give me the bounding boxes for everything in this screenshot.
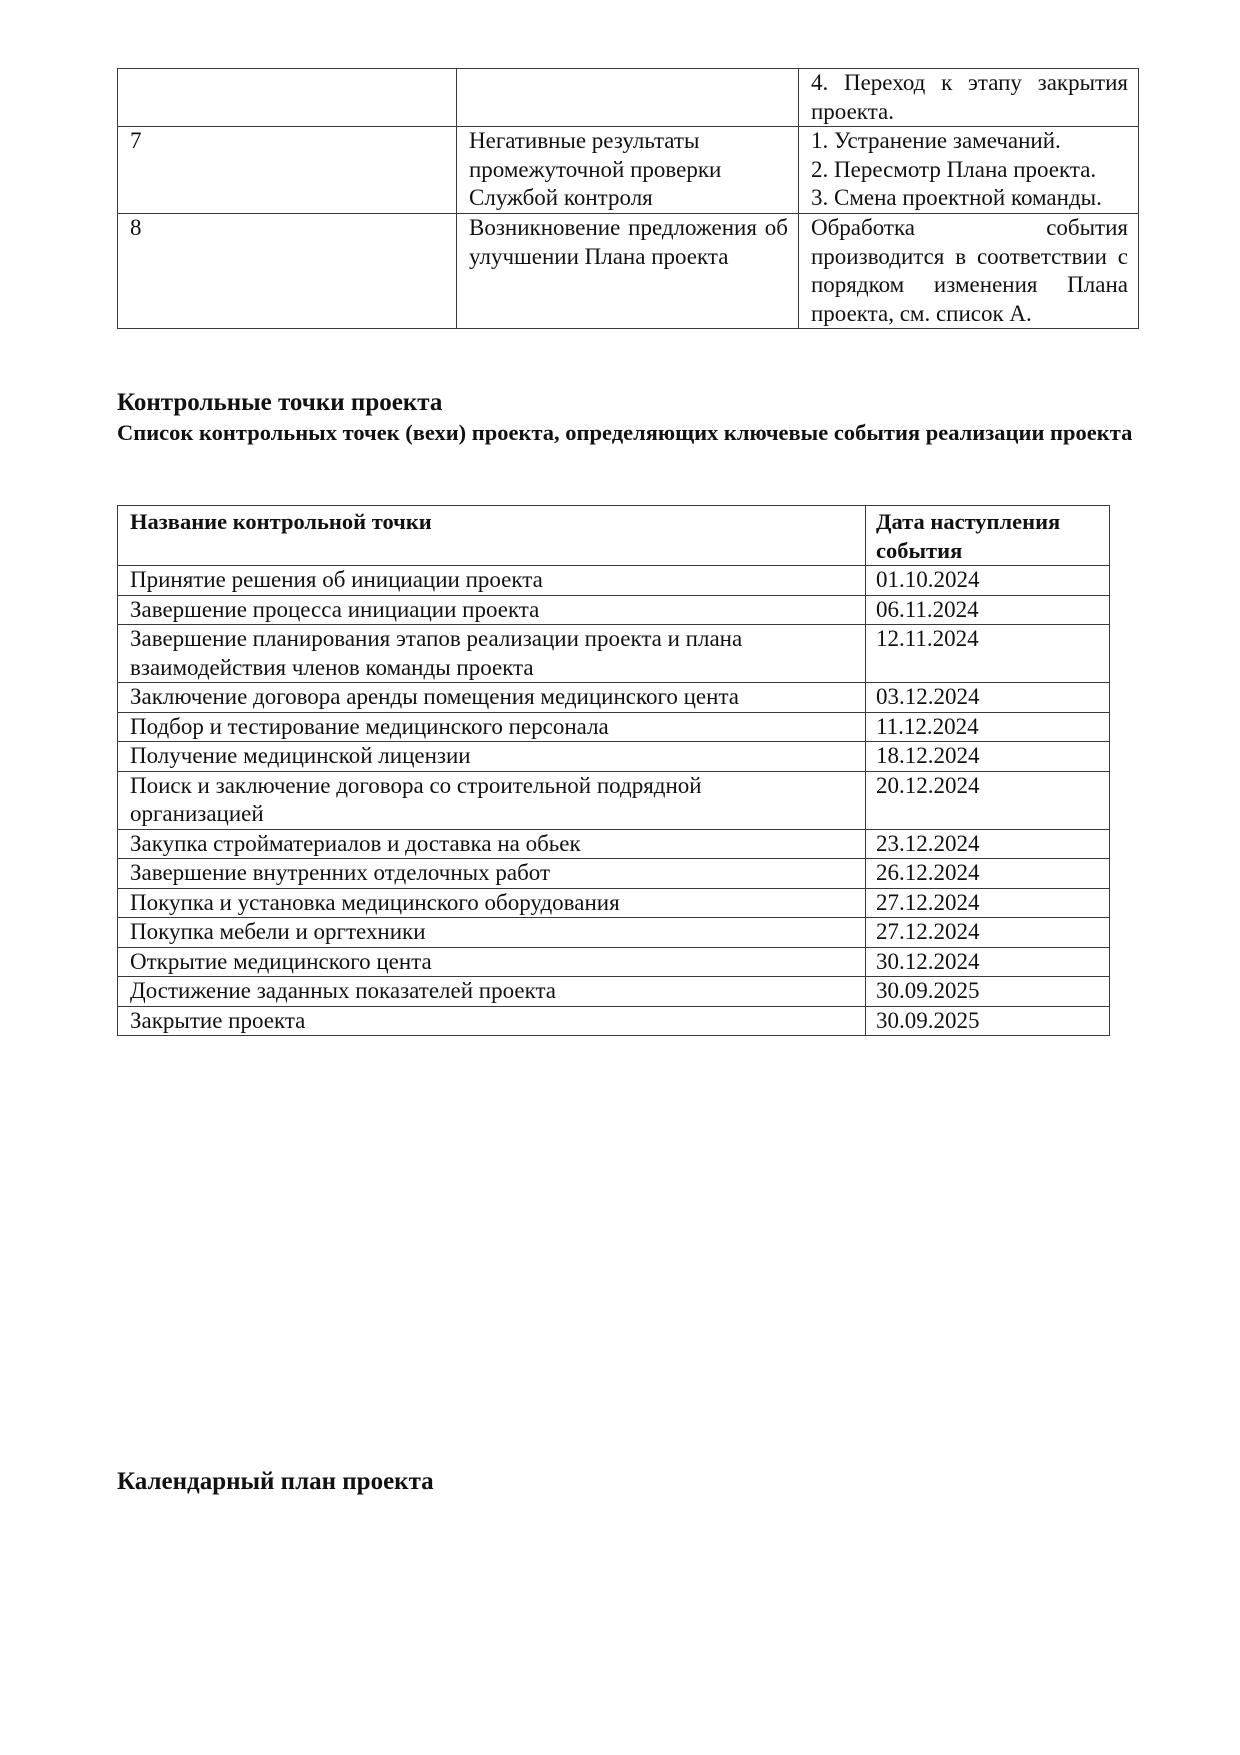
table-row	[118, 595, 1110, 625]
section-subtitle-milestones: Список контрольных точек (вехи) проекта, определяющих ключевые события реализации проекта	[117, 420, 1133, 445]
table-row	[118, 69, 1139, 127]
table-row	[118, 1006, 1110, 1036]
table-header-row	[118, 506, 1110, 566]
actions-cell	[799, 214, 1139, 329]
milestone-name: Завершение внутренних отделочных работ	[118, 859, 866, 889]
risk-response-table	[117, 68, 1139, 329]
table-row	[118, 214, 1139, 329]
milestone-name: Покупка и установка медицинского оборудования	[118, 888, 866, 918]
milestone-date: 26.12.2024	[866, 859, 1110, 889]
table-row	[118, 829, 1110, 859]
milestones-table	[117, 505, 1110, 1036]
action-item: 4. Переход к этапу закрытия проекта.	[811, 70, 1128, 124]
actions-cell	[799, 69, 1139, 127]
event-cell: Негативные результаты промежуточной проверки Службой контроля	[457, 127, 799, 214]
milestone-name: Закрытие проекта	[118, 1006, 866, 1036]
row-number-cell	[118, 69, 457, 127]
milestone-name: Покупка мебели и оргтехники	[118, 918, 866, 948]
milestone-name: Принятие решения об инициации проекта	[118, 566, 866, 596]
action-item: Обработка события производится в соответствии с порядком изменения Плана проекта, см. список А.	[811, 215, 1128, 326]
milestone-name: Завершение процесса инициации проекта	[118, 595, 866, 625]
table-row	[118, 918, 1110, 948]
milestone-name: Закупка стройматериалов и доставка на обьек	[118, 829, 866, 859]
milestone-date: 27.12.2024	[866, 918, 1110, 948]
milestone-name: Подбор и тестирование медицинского персонала	[118, 712, 866, 742]
table-row	[118, 566, 1110, 596]
milestone-date: 30.09.2025	[866, 977, 1110, 1007]
milestone-date: 12.11.2024	[866, 625, 1110, 683]
actions-cell	[799, 127, 1139, 214]
table-row	[118, 127, 1139, 214]
event-cell: Возникновение предложения об улучшении Плана проекта	[457, 214, 799, 329]
milestone-date: 20.12.2024	[866, 771, 1110, 829]
action-item: 3. Смена проектной команды.	[811, 185, 1102, 210]
table-row	[118, 712, 1110, 742]
section-title-milestones: Контрольные точки проекта	[117, 389, 443, 416]
table-row	[118, 947, 1110, 977]
section-title-calendar-plan: Календарный план проекта	[117, 1468, 434, 1495]
row-number-cell: 7	[118, 127, 457, 214]
table-row	[118, 742, 1110, 772]
milestone-date: 11.12.2024	[866, 712, 1110, 742]
milestone-date: 03.12.2024	[866, 683, 1110, 713]
milestone-name: Получение медицинской лицензии	[118, 742, 866, 772]
table-row	[118, 859, 1110, 889]
milestone-name: Заключение договора аренды помещения медицинского цента	[118, 683, 866, 713]
milestone-name: Завершение планирования этапов реализации проекта и плана взаимодействия членов команды проекта	[118, 625, 866, 683]
milestone-date: 30.09.2025	[866, 1006, 1110, 1036]
action-item: 2. Пересмотр Плана проекта.	[811, 156, 1097, 182]
milestone-name: Открытие медицинского цента	[118, 947, 866, 977]
table-row	[118, 683, 1110, 713]
table-row	[118, 888, 1110, 918]
action-item: 1. Устранение замечаний.	[811, 128, 1061, 153]
column-header-name: Название контрольной точки	[118, 506, 866, 566]
milestone-date: 27.12.2024	[866, 888, 1110, 918]
milestone-name: Поиск и заключение договора со строительной подрядной организацией	[118, 771, 866, 829]
table-row	[118, 771, 1110, 829]
milestone-date: 01.10.2024	[866, 566, 1110, 596]
milestone-name: Достижение заданных показателей проекта	[118, 977, 866, 1007]
event-cell	[457, 69, 799, 127]
table-row	[118, 625, 1110, 683]
milestone-date: 18.12.2024	[866, 742, 1110, 772]
milestone-date: 23.12.2024	[866, 829, 1110, 859]
milestone-date: 06.11.2024	[866, 595, 1110, 625]
row-number-cell: 8	[118, 214, 457, 329]
column-header-date: Дата наступления события	[866, 506, 1110, 566]
milestone-date: 30.12.2024	[866, 947, 1110, 977]
table-row	[118, 977, 1110, 1007]
